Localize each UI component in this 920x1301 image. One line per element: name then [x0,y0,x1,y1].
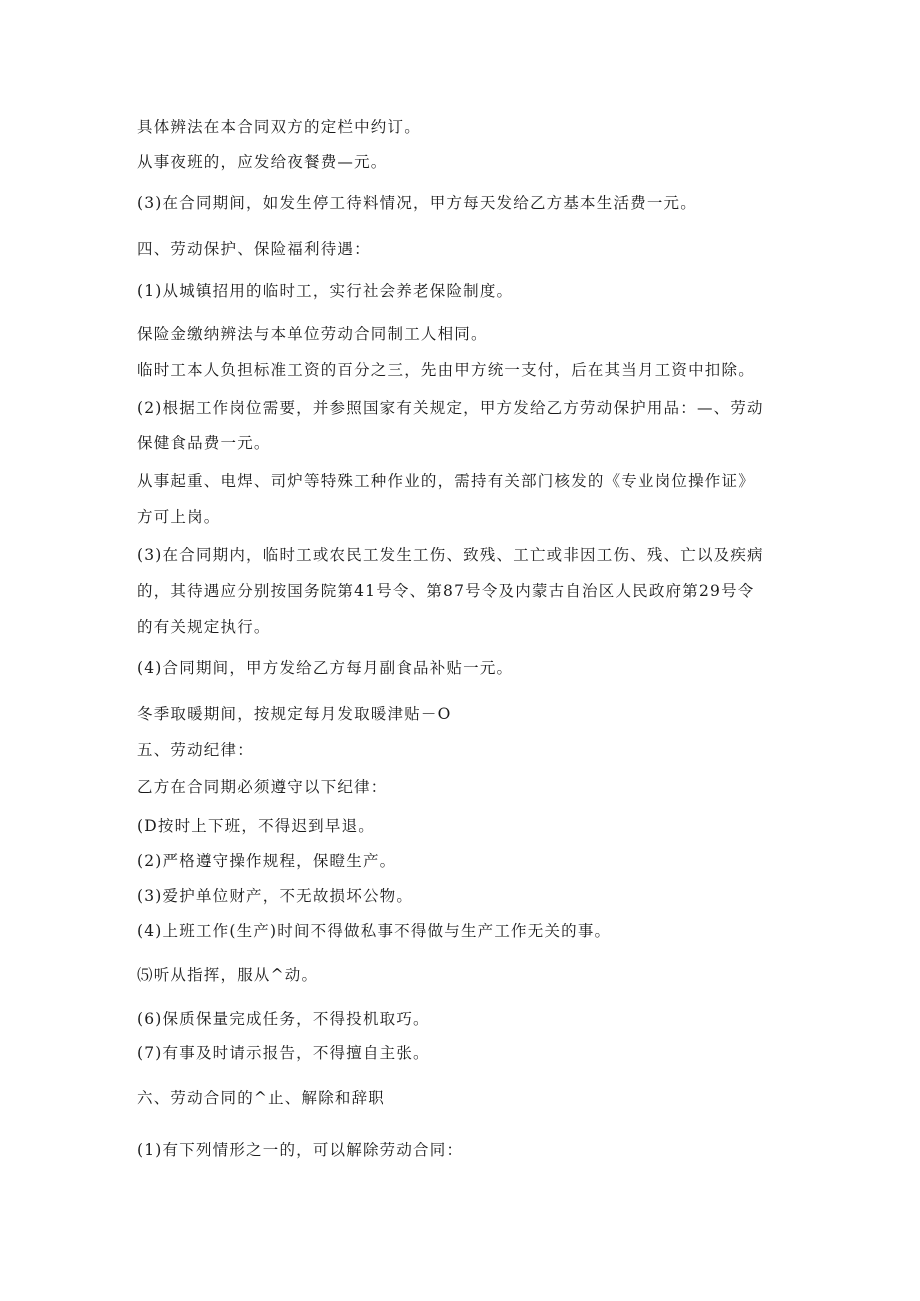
text-line: (4)上班工作(生产)时间不得做私事不得做与生产工作无关的事。 [137,922,612,940]
section-heading: 六、劳动合同的^止、解除和辞职 [137,1089,385,1107]
text-line: (3)在合同期内，临时工或农民工发生工伤、致残、工亡或非因工伤、残、亡以及疾病 [137,546,764,564]
text-line: 从事夜班的，应发给夜餐费—元。 [137,153,388,171]
text-line: (3)爱护单位财产，不无故损坏公物。 [137,887,414,905]
text-line: 冬季取暖期间，按规定每月发取暖津贴－O [137,705,452,723]
text-line: 临时工本人负担标准工资的百分之三，先由甲方统一支付，后在其当月工资中扣除。 [137,361,755,379]
text-line: 具体辨法在本合同双方的定栏中约订。 [137,118,421,136]
text-line: 保健食品费一元。 [137,434,271,452]
text-line: 的有关规定执行。 [137,618,271,636]
text-line: (1)从城镇招用的临时工，实行社会养老保险制度。 [137,282,514,300]
text-line: (D按时上下班，不得迟到早退。 [137,817,375,835]
section-heading: 五、劳动纪律： [137,741,254,759]
text-line: 保险金缴纳辨法与本单位劳动合同制工人相同。 [137,325,488,343]
text-line: 的，其待遇应分别按国务院第41号令、第87号令及内蒙古自治区人民政府第29号令 [137,582,755,600]
text-line: (3)在合同期间，如发生停工待料情况，甲方每天发给乙方基本生活费一元。 [137,194,697,212]
section-heading: 四、劳动保护、保险福利待遇： [137,240,371,258]
text-line: (6)保质保量完成任务，不得投机取巧。 [137,1010,430,1028]
text-line: (4)合同期间，甲方发给乙方每月副食品补贴一元。 [137,659,514,677]
text-line: (7)有事及时请示报告，不得擅自主张。 [137,1044,430,1062]
text-line: (1)有下列情形之一的，可以解除劳动合同： [137,1141,464,1159]
text-line: ⑸听从指挥，服从^动。 [137,966,319,984]
text-line: (2)根据工作岗位需要，并参照国家有关规定，甲方发给乙方劳动保护用品：—、劳动 [137,399,764,417]
text-line: 乙方在合同期必须遵守以下纪律： [137,778,388,796]
text-line: (2)严格遵守操作规程，保瞪生产。 [137,852,397,870]
text-line: 方可上岗。 [137,508,221,526]
text-line: 从事起重、电焊、司炉等特殊工种作业的，需持有关部门核发的《专业岗位操作证》 [137,472,755,490]
